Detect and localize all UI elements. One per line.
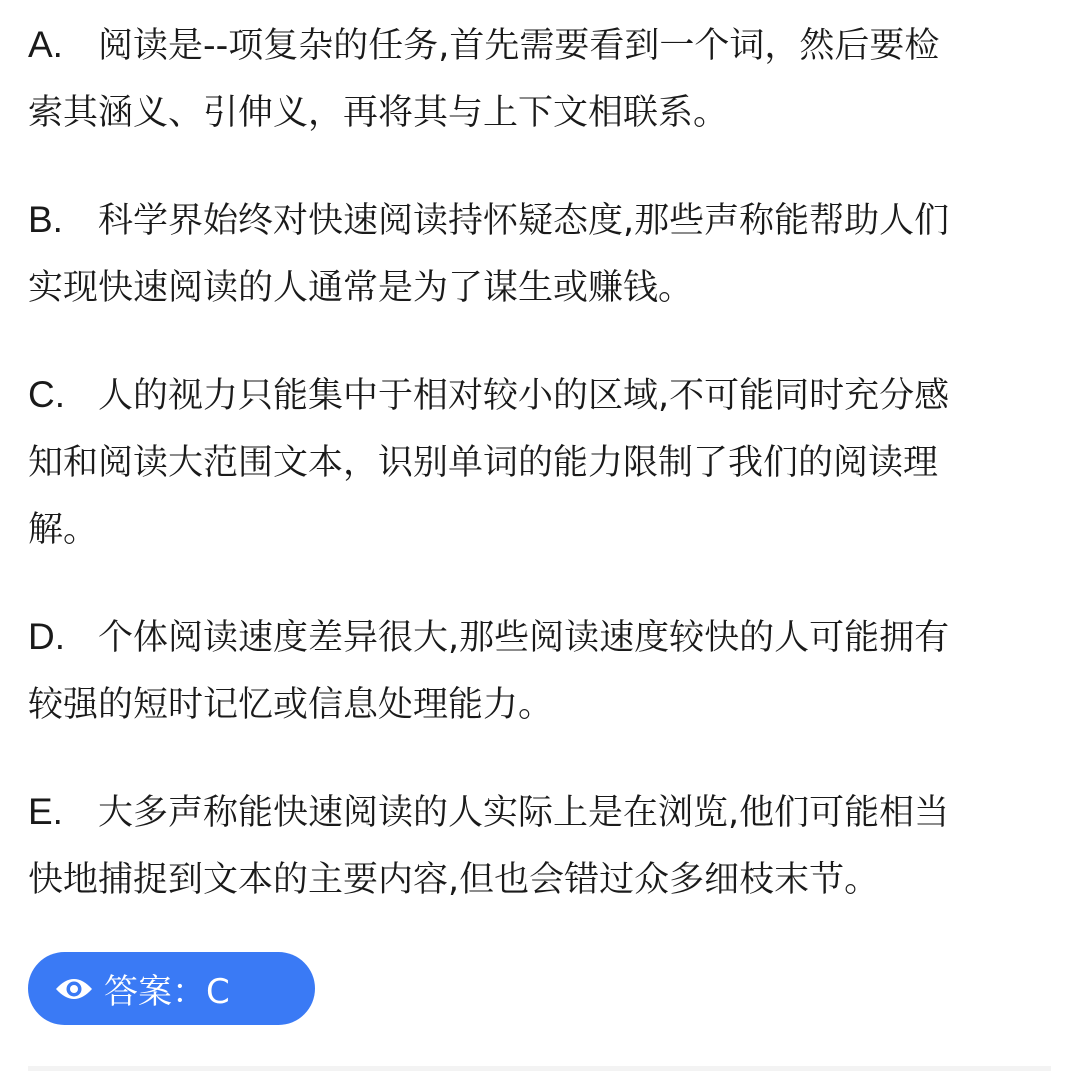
option-label: B. xyxy=(28,199,63,240)
eye-icon xyxy=(54,975,94,1003)
answer-label: 答案：C xyxy=(104,972,230,1012)
option-label: D. xyxy=(28,616,65,657)
option-text: 实现快速阅读的人通常是为了谋生或赚钱。 xyxy=(28,268,694,308)
option-label: C. xyxy=(28,374,65,415)
option-e xyxy=(28,778,1068,914)
option-text: 解。 xyxy=(28,510,99,550)
question-options xyxy=(28,11,1068,953)
option-b xyxy=(28,186,1068,322)
option-c xyxy=(28,361,1068,564)
option-a xyxy=(28,11,1068,147)
option-text: 较强的短时记忆或信息处理能力。 xyxy=(28,685,554,725)
option-text: 人的视力只能集中于相对较小的区域,不可能同时充分感 xyxy=(98,376,950,416)
option-label: A. xyxy=(28,24,63,65)
divider xyxy=(28,1066,1051,1071)
option-text: 知和阅读大范围文本，识别单词的能力限制了我们的阅读理 xyxy=(28,443,939,483)
option-text: 个体阅读速度差异很大,那些阅读速度较快的人可能拥有 xyxy=(98,618,950,658)
option-text: 大多声称能快速阅读的人实际上是在浏览,他们可能相当 xyxy=(98,793,950,833)
option-text: 索其涵义、引伸义，再将其与上下文相联系。 xyxy=(28,93,729,133)
show-answer-button[interactable] xyxy=(28,952,315,1025)
option-text: 阅读是--项复杂的任务,首先需要看到一个词，然后要检 xyxy=(98,26,940,66)
option-text: 快地捕捉到文本的主要内容,但也会错过众多细枝末节。 xyxy=(28,860,880,900)
option-label: E. xyxy=(28,791,63,832)
option-d xyxy=(28,603,1068,739)
option-text: 科学界始终对快速阅读持怀疑态度,那些声称能帮助人们 xyxy=(98,201,950,241)
